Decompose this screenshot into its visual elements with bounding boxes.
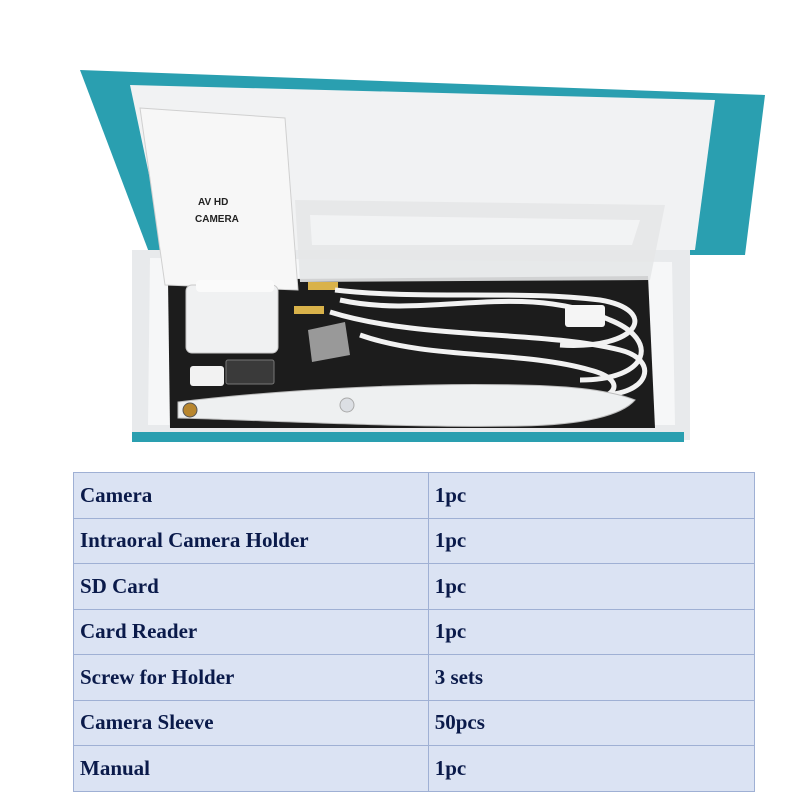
package-contents-table (73, 472, 755, 792)
item-quantity: 1pc (428, 746, 754, 792)
item-name: Intraoral Camera Holder (74, 518, 429, 564)
item-quantity: 3 sets (428, 655, 754, 701)
rca-plug-1 (308, 282, 338, 290)
table-row (74, 518, 755, 564)
camera-button (340, 398, 354, 412)
item-name: Camera Sleeve (74, 700, 429, 746)
item-name: Manual (74, 746, 429, 792)
camera-lens (183, 403, 197, 417)
item-quantity: 1pc (428, 564, 754, 610)
item-name: Camera (74, 473, 429, 519)
item-quantity: 1pc (428, 518, 754, 564)
item-quantity: 1pc (428, 609, 754, 655)
table-row (74, 700, 755, 746)
manual-label-line1: AV HD (198, 197, 229, 208)
table-row (74, 473, 755, 519)
camera-holder (186, 285, 278, 353)
box-base-teal-bottom (132, 432, 684, 442)
rca-plug-2 (294, 306, 324, 314)
manual-label-line2: CAMERA (195, 214, 239, 225)
item-name: Card Reader (74, 609, 429, 655)
item-name: SD Card (74, 564, 429, 610)
card-reader (190, 366, 224, 386)
table-row (74, 746, 755, 792)
table-row (74, 655, 755, 701)
sleeve-bag-highlight (310, 215, 640, 245)
usb-plug (565, 305, 605, 327)
table-row (74, 564, 755, 610)
item-quantity: 50pcs (428, 700, 754, 746)
camera-holder-top (196, 280, 274, 292)
item-name: Screw for Holder (74, 655, 429, 701)
sd-card (226, 360, 274, 384)
table-row (74, 609, 755, 655)
item-quantity: 1pc (428, 473, 754, 519)
